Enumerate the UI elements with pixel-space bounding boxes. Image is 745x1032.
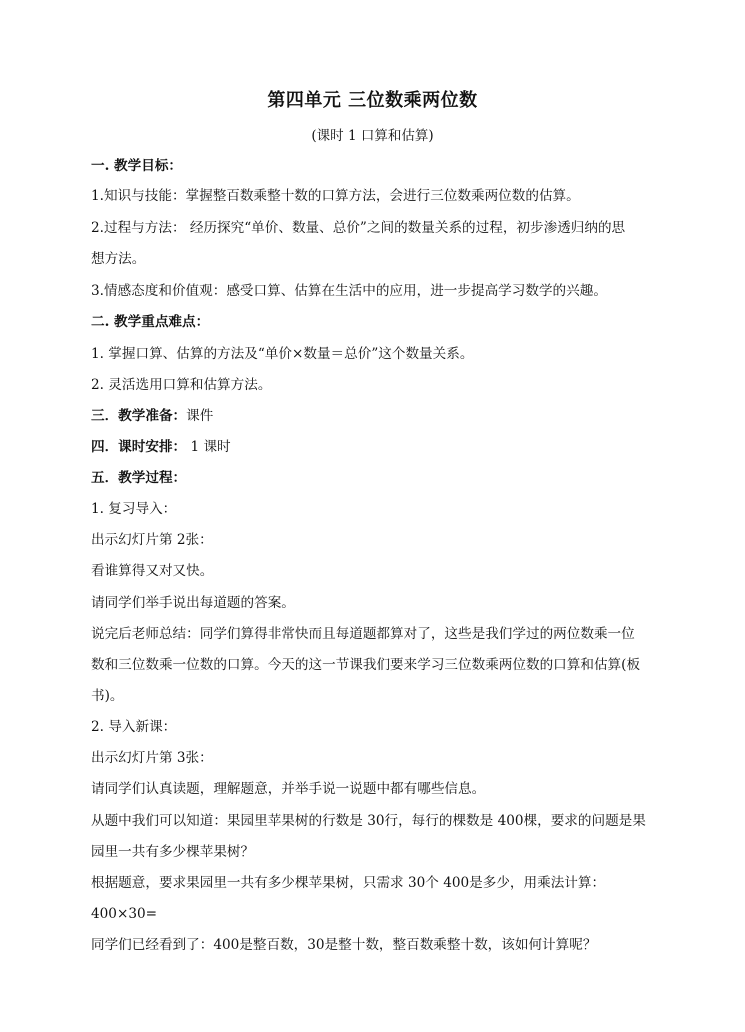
info-line-2: 园里一共有多少棵苹果树？ bbox=[91, 844, 255, 860]
ask-students-line: 请同学们举手说出每道题的答案。 bbox=[91, 595, 295, 611]
observed-line: 同学们已经看到了：400是整百数，30是整十数，整百数乘整十数，该如何计算呢？ bbox=[91, 937, 597, 953]
read-problem-line: 请同学们认真读题，理解题意，并举手说一说题中都有哪些信息。 bbox=[91, 781, 486, 797]
equation-line: 400×30= bbox=[91, 906, 158, 922]
schedule-line bbox=[91, 437, 661, 457]
page-title: 第四单元 三位数乘两位数 bbox=[267, 90, 478, 111]
race-line: 看谁算得又对又快。 bbox=[91, 563, 214, 579]
schedule-value: 1 课时 bbox=[186, 439, 231, 455]
summary-line-2: 数和三位数乘一位数的口算。今天的这一节课我们要来学习三位数乘两位数的口算和估算(板 bbox=[91, 657, 641, 673]
objective-process-line1: 2.过程与方法： 经历探究“单价、数量、总价”之间的数量关系的过程，初步渗透归纳的思 bbox=[91, 220, 626, 236]
lesson-subtitle: (课时 1 口算和估算) bbox=[311, 128, 434, 144]
process-heading: 五．教学过程： bbox=[91, 470, 187, 486]
objectives-heading: 一. 教学目标： bbox=[91, 158, 183, 174]
objective-knowledge: 1.知识与技能：掌握整百数乘整十数的口算方法，会进行三位数乘两位数的估算。 bbox=[91, 188, 580, 204]
schedule-heading: 四．课时安排： bbox=[91, 439, 187, 455]
objective-process-line2: 想方法。 bbox=[91, 251, 146, 267]
step-new-lesson: 2. 导入新课： bbox=[91, 719, 177, 735]
objective-attitude: 3.情感态度和价值观：感受口算、估算在生活中的应用，进一步提高学习数学的兴趣。 bbox=[91, 283, 607, 299]
summary-line-1: 说完后老师总结：同学们算得非常快而且每道题都算对了，这些是我们学过的两位数乘一位 bbox=[91, 626, 635, 642]
info-line-1: 从题中我们可以知道：果园里苹果树的行数是 30行，每行的棵数是 400棵，要求的问题是果 bbox=[91, 813, 646, 829]
key-point-1: 1. 掌握口算、估算的方法及“单价×数量＝总价”这个数量关系。 bbox=[91, 346, 474, 362]
slide-2-line: 出示幻灯片第 2张： bbox=[91, 532, 213, 548]
according-line: 根据题意，要求果园里一共有多少棵苹果树，只需求 30个 400是多少，用乘法计算： bbox=[91, 875, 606, 891]
preparation-heading: 三．教学准备： bbox=[91, 408, 187, 424]
summary-line-3: 书)。 bbox=[91, 688, 124, 704]
preparation-value: 课件 bbox=[186, 408, 214, 424]
key-point-2: 2. 灵活选用口算和估算方法。 bbox=[91, 377, 272, 393]
slide-3-line: 出示幻灯片第 3张： bbox=[91, 750, 213, 766]
step-review: 1. 复习导入： bbox=[91, 501, 177, 517]
key-points-heading: 二. 教学重点难点： bbox=[91, 314, 210, 330]
preparation-line bbox=[91, 406, 661, 426]
